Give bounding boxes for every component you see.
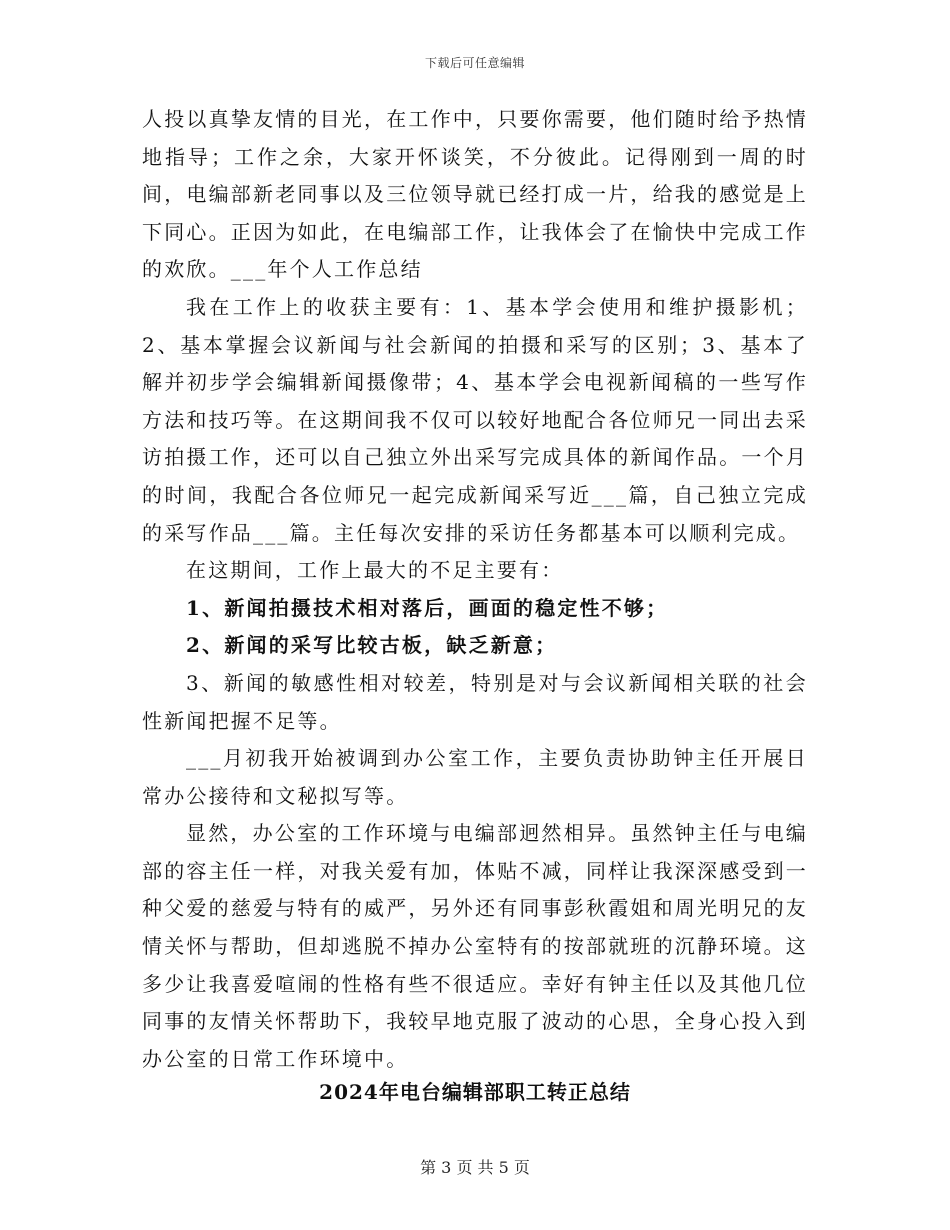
paragraph-1: 人投以真挚友情的目光，在工作中，只要你需要，他们随时给予热情地指导；工作之余，大家开怀谈笑，不分彼此。记得刚到一周的时间，电编部新老同事以及三位领导就已经打成一片，给我的感觉是上下同心。正因为如此，在电编部工作，让我体会了在愉快中完成工作的欢欣。___年个人工作总结: [142, 107, 808, 282]
paragraph-7: ___月初我开始被调到办公室工作，主要负责协助钟主任开展日常办公接待和文秘拟写等。: [142, 746, 808, 808]
document-title: 2024年电台编辑部职工转正总结: [319, 1080, 631, 1104]
paragraph-2: 我在工作上的收获主要有：1、基本学会使用和维护摄影机；2、基本掌握会议新闻与社会新闻的拍摄和采写的区别；3、基本了解并初步学会编辑新闻摄像带；4、基本学会电视新闻稿的一些写作方法和技巧等。在这期间我不仅可以较好地配合各位师兄一同出去采访拍摄工作，还可以自己独立外出采写完成具体的新闻作品。一个月的时间，我配合各位师兄一起完成新闻采写近___篇，自己独立完成的采写作品___篇。主任每次安排的采访任务都基本可以顺利完成。: [142, 294, 808, 545]
body-text: [142, 101, 808, 1078]
paragraph-6: 3、新闻的敏感性相对较差，特别是对与会议新闻相关联的社会性新闻把握不足等。: [142, 670, 808, 733]
page-number: 第 3 页 共 5 页: [420, 1158, 530, 1177]
paragraph-4: 1、新闻拍摄技术相对落后，画面的稳定性不够；: [186, 595, 669, 620]
paragraph-3: 在这期间，工作上最大的不足主要有：: [186, 558, 564, 583]
header-note: 下载后可任意编辑: [424, 56, 525, 70]
paragraph-5: 2、新闻的采写比较古板，缺乏新意；: [186, 633, 558, 658]
paragraph-8: 显然，办公室的工作环境与电编部迥然相异。虽然钟主任与电编部的容主任一样，对我关爱有加，体贴不减，同样让我深深感受到一种父爱的慈爱与特有的威严，另外还有同事彭秋霞姐和周光明兄的友情关怀与帮助，但却逃脱不掉办公室特有的按部就班的沉静环境。这多少让我喜爱喧闹的性格有些不很适应。幸好有钟主任以及其他几位同事的友情关怀帮助下，我较早地克服了波动的心思，全身心投入到办公室的日常工作环境中。: [142, 821, 808, 1071]
